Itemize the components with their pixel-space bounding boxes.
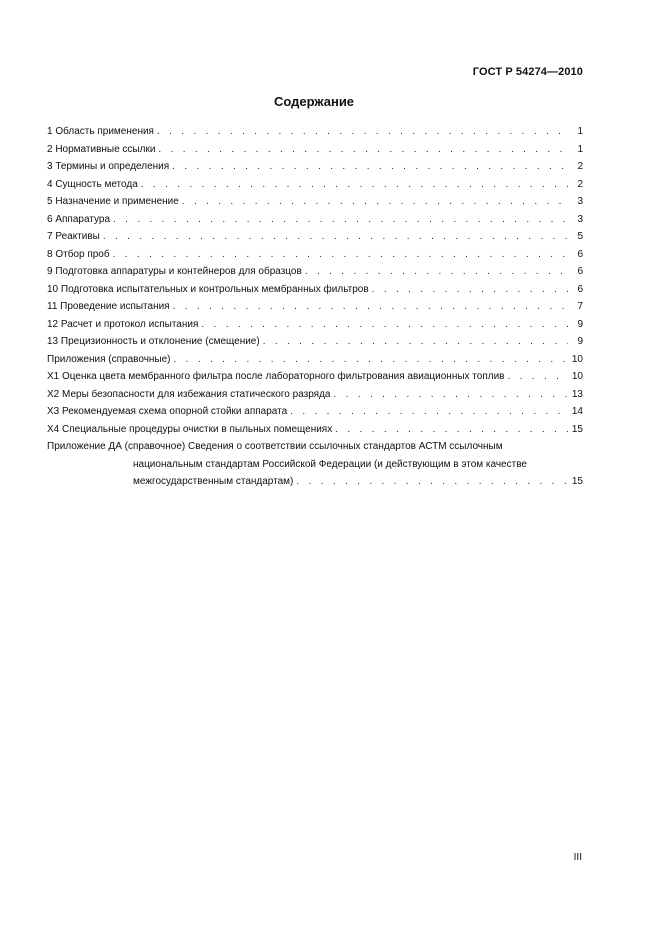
toc-entry-page: 14 xyxy=(571,406,583,417)
toc-entry-page: 2 xyxy=(577,178,583,190)
toc-leader-dots xyxy=(182,193,568,211)
toc-entry-page: 13 xyxy=(571,388,583,400)
toc-entry[interactable] xyxy=(47,176,583,194)
toc-entry-label: 9 Подготовка аппаратуры и контейнеров для образцов xyxy=(47,266,302,277)
toc-entry-page: 5 xyxy=(577,231,583,242)
toc-leader-dots xyxy=(372,281,568,299)
toc-leader-dots xyxy=(507,368,568,386)
toc-entry-label: Х1 Оценка цвета мембранного фильтра после лабораторного фильтрования авиационных топлив xyxy=(47,371,505,382)
toc-appendix-line-1: Приложение ДА (справочное) Сведения о соответствии ссылочных стандартов АСТМ ссылочным xyxy=(47,441,503,452)
toc-entry-page: 15 xyxy=(571,423,583,435)
toc-entry-page: 6 xyxy=(577,283,583,295)
toc-leader-dots xyxy=(335,421,568,439)
toc-entry-label: 12 Расчет и протокол испытания xyxy=(47,318,199,330)
toc-entry-page: 3 xyxy=(577,213,583,225)
toc-entry-label: Х2 Меры безопасности для избежания статического разряда xyxy=(47,388,331,400)
toc-leader-dots xyxy=(172,158,568,176)
document-code: ГОСТ Р 54274—2010 xyxy=(472,66,583,78)
toc-entry-label: 4 Сущность метода xyxy=(47,178,138,190)
toc-entry-label: Х4 Специальные процедуры очистки в пыльных помещениях xyxy=(47,423,333,435)
toc-entry[interactable] xyxy=(47,141,583,159)
toc-leader-dots xyxy=(113,211,568,229)
toc-leader-dots xyxy=(173,298,568,316)
page-number: III xyxy=(573,852,582,863)
toc-entry[interactable] xyxy=(47,281,583,299)
toc-leader-dots xyxy=(296,473,568,491)
toc-entry-page: 10 xyxy=(571,353,583,365)
toc-entry-page: 1 xyxy=(577,143,583,155)
toc-leader-dots xyxy=(113,246,568,264)
toc-appendix-line-2: национальным стандартам Российской Федерации (и действующим в этом качестве xyxy=(133,458,527,470)
toc-leader-dots xyxy=(158,141,568,159)
toc-entry[interactable] xyxy=(47,298,583,316)
toc-leader-dots xyxy=(305,263,568,281)
toc-entry-label: 13 Прецизионность и отклонение (смещение) xyxy=(47,336,260,347)
toc-entry[interactable] xyxy=(47,158,583,176)
toc-entry-label: 3 Термины и определения xyxy=(47,161,170,172)
toc-entry[interactable] xyxy=(47,228,583,246)
toc-entry-label: Х3 Рекомендуемая схема опорной стойки аппарата xyxy=(47,406,288,417)
toc-entry-label: межгосударственным стандартам) xyxy=(133,476,294,487)
table-of-contents xyxy=(47,123,583,491)
toc-entry-label: 2 Нормативные ссылки xyxy=(47,143,156,155)
toc-entry-page: 1 xyxy=(577,126,583,137)
toc-entry-page: 9 xyxy=(577,318,583,330)
toc-entry-label: 8 Отбор проб xyxy=(47,248,110,260)
toc-leader-dots xyxy=(263,333,568,351)
toc-entry[interactable] xyxy=(47,316,583,334)
toc-entry-label: Приложения (справочные) xyxy=(47,353,171,365)
toc-entry-page: 7 xyxy=(577,301,583,312)
toc-entry-page: 6 xyxy=(577,266,583,277)
toc-entry[interactable] xyxy=(47,123,583,141)
toc-leader-dots xyxy=(103,228,568,246)
toc-entry-label: 11 Проведение испытания xyxy=(47,301,170,312)
toc-entry-label: 5 Назначение и применение xyxy=(47,196,179,207)
toc-leader-dots xyxy=(334,386,569,404)
toc-entry[interactable] xyxy=(47,403,583,421)
toc-entry[interactable] xyxy=(47,263,583,281)
toc-leader-dots xyxy=(201,316,568,334)
toc-entry-page: 9 xyxy=(577,336,583,347)
toc-entry-appendix-da[interactable] xyxy=(47,438,583,491)
toc-entry-page: 15 xyxy=(571,476,583,487)
toc-leader-dots xyxy=(157,123,568,141)
toc-entry[interactable] xyxy=(47,333,583,351)
toc-entry-page: 3 xyxy=(577,196,583,207)
toc-entry[interactable] xyxy=(47,351,583,369)
toc-entry-label: 7 Реактивы xyxy=(47,231,100,242)
toc-entry-label: 6 Аппаратура xyxy=(47,213,111,225)
toc-appendix-line-3 xyxy=(47,473,583,491)
page-title: Содержание xyxy=(273,94,355,109)
toc-leader-dots xyxy=(174,351,568,369)
toc-entry-label: 10 Подготовка испытательных и контрольных мембранных фильтров xyxy=(47,283,369,295)
toc-entry[interactable] xyxy=(47,246,583,264)
toc-entry-page: 2 xyxy=(577,161,583,172)
toc-entry[interactable] xyxy=(47,386,583,404)
toc-leader-dots xyxy=(290,403,568,421)
toc-leader-dots xyxy=(141,176,568,194)
toc-entry[interactable] xyxy=(47,368,583,386)
toc-entry-label: 1 Область применения xyxy=(47,126,154,137)
toc-entry[interactable] xyxy=(47,421,583,439)
toc-entry[interactable] xyxy=(47,193,583,211)
toc-entry-page: 10 xyxy=(571,371,583,382)
toc-entry[interactable] xyxy=(47,211,583,229)
toc-entry-page: 6 xyxy=(577,248,583,260)
